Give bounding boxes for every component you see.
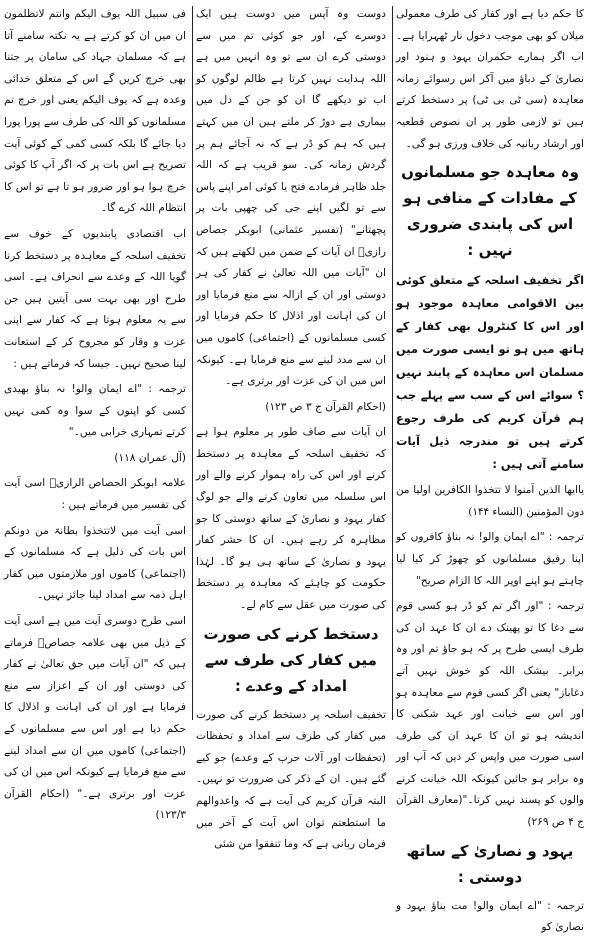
translation-paragraph: ترجمہ : "اے ایمان والو! نہ بناؤ کافروں کو اپنا رفیق مسلمانوں کو چھوڑ کر کیا لیا چاہتے ہو اپنے اوپر اللہ کا الزام صریح" <box>396 531 584 587</box>
section-heading: وہ معاہدہ جو مسلمانوں کے مفادات کے منافی ہو اس کی پابندی ضروری نہیں : <box>401 163 579 260</box>
column-middle <box>196 4 386 851</box>
paragraph: دوست وہ آپس میں دوست ہیں ایک دوسرے کے، اور جو کوئی تم میں سے دوستی کرے ان سے تو وہ انہیں میں ہے اللہ ہدایت نہیں کرتا ہے ظالم لوگوں کو اب تو دیکھے گا ان کو جن کے دل میں بیماری ہے دوڑ کر ملتے ہیں ان میں کہتے ہیں کہ ہم کو ڈر ہے کہ نہ آجائے ہم پر گردش زمانہ کی۔ سو قریب ہے کہ اللہ جلد ظاہر فرمادے فتح یا کوئی امر اپنے پاس سے تو لگیں اپنے جی کی چھپی بات پر پچھتانے" (تفسیر عثمانی) ابوبکر جصاص رازیؒ ان آیات کے ضمن میں لکھتے ہیں کہ ان "آیات میں اللہ تعالیٰ نے کفار کی ہر دوستی اور ان کے ازالہ سے منع فرمایا اور ان کی اہانت اور اذلال کا حکم فرمایا اور کسی مسلمانوں کے (اجتماعی) کاموں میں ان سے مدد لینے سے منع فرمایا ہے۔ کیونکہ اس میں ان کی عزت اور برتری ہے۔ <box>196 8 386 388</box>
translation-paragraph: ترجمہ : "اے ایمان والو! نہ بناؤ بھیدی کسی کو اپنوں کے سوا وہ کمی نہیں کرتے تمہاری خرابی میں۔" <box>4 383 186 439</box>
paragraph: اب اقتصادی پابندیوں کے خوف سے تخفیف اسلحہ کے معاہدہ پر دستخط کرنا گویا اللہ کے وعدے سے انحراف ہے۔ اسی طرح اور بھی بہت سی آیتیں ہیں جن سے یہ معلوم ہوتا ہے کہ کفار سے اپنی عزت و وقار کو مجروح کر کے استعانت لینا صحیح نہیں۔ جیسا کہ فرماتے ہیں : <box>4 227 186 370</box>
paragraph: کا حکم دیا ہے اور کفار کی طرف معمولی میلان کو بھی موجب دخول نار ٹھہرایا ہے۔ اب اگر ہمارے حکمران یہود و ہنود اور نصاریٰ کے دباؤ میں آکر اس رسوائے زمانہ معاہدہ (سی ٹی بی ٹی) پر دستخط کرتے ہیں تو لازمی طور پر ان نصوص قطعیہ اور ارشاد ربانیہ کی خلاف ورزی ہو گی۔ <box>396 8 584 150</box>
paragraph: اسی آیت میں لاتتخذوا بطانۃ من دونکم اس بات کی دلیل ہے کہ مسلمانوں کے (اجتماعی) کاموں اور ملازمتوں میں کفار اہل ذمہ سے امداد لینا جائز نہیں۔ <box>4 524 186 602</box>
column-divider <box>392 6 393 720</box>
paragraph: علامہ ابوبکر الجصاص الرازیؒ اسی آیت کی تفسیر میں فرماتے ہیں : <box>4 477 186 512</box>
translation-paragraph: ترجمہ : "اور اگر تم کو ڈر ہو کسی قوم سے دغا کا تو پھینک دے ان کا عہد ان کی طرف ایسی طرح پر کہ ہو جاؤ تم اور وہ برابر۔ بیشک اللہ کو خوش نہیں آتے دغاباز" یعنی اگر کسی قوم سے معاہدہ ہو اور اس سے خیانت اور عہد شکنی کا اندیشہ ہو تو ان کا عہد ان کی طرف اسی صورت میں واپس کر دیں کہ آپ اور وہ برابر ہو جائیں کیونکہ اللہ خیانت کرنے والوں کو پسند نہیں کرتا۔"(معارف القرآن ج ۴ ص ۲۶۹) <box>396 600 584 829</box>
column-left <box>4 4 186 822</box>
section-heading: دستخط کرنے کی صورت میں کفار کی طرف سے امداد کے وعدے : <box>203 624 379 695</box>
paragraph: اگر تخفیف اسلحہ کے متعلق کوئی بین الاقوامی معاہدہ موجود ہو اور اس کا کنٹرول بھی کفار کے ہاتھ میں ہو تو ایسی صورت میں مسلمان اس معاہدہ کے پابند نہیں ؟ سوائے اس کے سب سے پہلے جب ہم قرآن کریم کی طرف رجوع کرتے ہیں تو مندرجہ ذیل آیات سامنے آتی ہیں : <box>396 273 584 472</box>
paragraph: تخفیف اسلحہ پر دستخط کرنے کی صورت میں کفار کی طرف سے امداد و تحفظات (تحفظات اور آلات حرب کے وعدے) جو کیے گئے ہیں۔ ان کے ذکر کی ضرورت تو نہیں۔ البتہ قرآن کریم کی آیت ہے کہ واعدوالھم ما استطعتم توان اس آیت کے آخر میں فرمان ربانی ہے کہ وما تنفقوا من شئی <box>196 708 386 851</box>
quran-verse: یاایھا الذین آمنوا لا تتخذوا الکافرین اولیا من دون المؤمنین (النساء ۱۴۴) <box>396 484 584 518</box>
column-divider <box>192 6 193 720</box>
section-heading: یہود و نصاریٰ کے ساتھ دوستی : <box>406 841 574 886</box>
translation-paragraph: ترجمہ : "اے ایمان والو! مت بناؤ یہود و نصاریٰ کو <box>396 899 584 934</box>
column-right <box>396 4 584 934</box>
paragraph: فی سبیل اللہ یوف الیکم وانتم لاتظلمون ان میں ان کو کرتے ہے یہ نکتہ سامنے آتا ہے کہ مسلمان جہاد کی سامان پر جتنا بھی خرچ کریں گے اس کے متعلق خدائی وعدہ ہے کہ یوف الیکم یعنی اور خرچ تم مسلمانوں کو اللہ کی طرف سے پورا پورا دیا جائے گا بلکہ کسی کمی کے کوئی آیت تصریح ہے اس بات پر کہ اگر آپ کا کوئی خرچ ہوا ہو اور ضرور ہو تا ہے تو اس کا انتظام اللہ کرے گا۔ <box>4 8 186 215</box>
paragraph: ان آیات سے صاف طور پر معلوم ہوا ہے کہ تخفیف اسلحہ کے معاہدہ پر دستخط کرنے اور اس کی راہ ہموار کرنے والے اور اس سلسلہ میں تعاون کرنے والے جو لوگ کفار یہود و نصاریٰ کے ساتھ دوستی کا جو مظاہرہ کر رہے ہیں۔ ان کا حشر کفار یہود و نصاریٰ کے ساتھ ہی ہو گا۔ لہٰذا حکومت کو چاہئے کہ معاہدہ پر دستخط کی صورت میں عقل سے کام لے۔ <box>196 426 386 612</box>
reference-citation: (احکام القرآن ج ۳ ص ۱۲۳) <box>265 400 386 413</box>
paragraph: اسی طرح دوسری آیت میں ہے اسی آیت کے ذیل میں بھی علامہ جصاصؒ فرماتے ہیں کہ "ان آیات میں حق تعالیٰ نے کفار کی دوستی اور ان کے اعزاز سے منع فرمایا ہے اور ان کی اہانت و اذلال کا حکم دیا ہے اور اس سے مسلمانوں کے (اجتماعی) کاموں میں ان سے امداد لینے سے منع فرمایا ہے کیونکہ اس میں ان کی عزت اور برتری ہے۔" (احکام القرآن ۱۲۳/۳) <box>4 615 186 822</box>
reference-citation: (آل عمران ۱۱۸) <box>114 451 186 464</box>
